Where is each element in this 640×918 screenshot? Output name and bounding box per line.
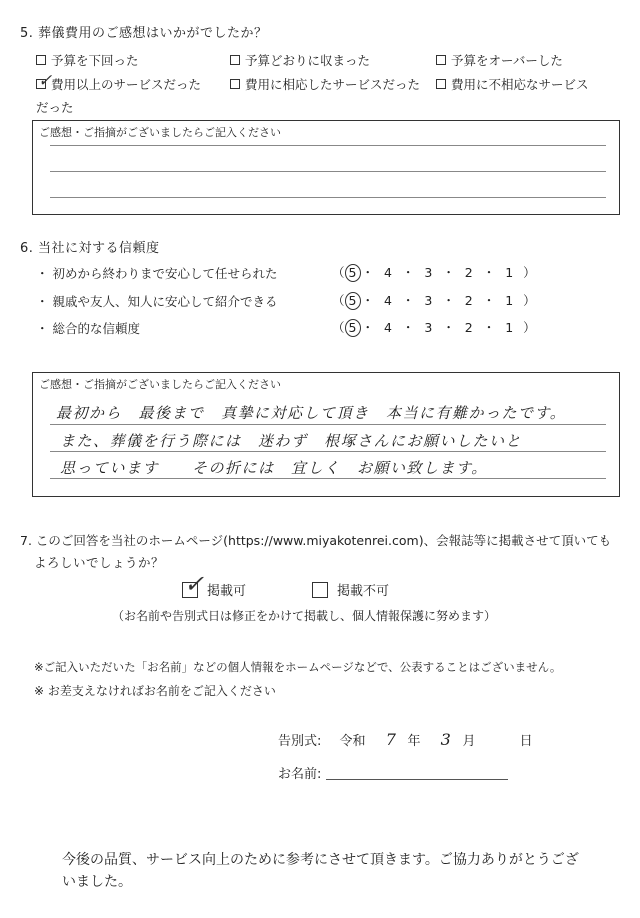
handwritten-month: 3 [440, 730, 453, 749]
option-label: 費用に相応したサービスだった [245, 77, 421, 92]
ruled-line [50, 145, 606, 146]
name-label: お名前: [278, 767, 322, 782]
selected-rating[interactable]: 5 [345, 264, 361, 282]
day-unit: 日 [519, 734, 533, 749]
q5-option-within-budget[interactable] [230, 51, 370, 69]
name-request-notice: ※ お差支えなければお名前をご記入ください [34, 684, 276, 698]
q6-rating-scale[interactable]: （5 ・ 4 ・ 3 ・ 2 ・ 1 ） [332, 320, 539, 335]
q5-title: 5. 葬儀費用のご感想はいかがでしたか？ [20, 26, 268, 41]
checkbox[interactable] [230, 55, 240, 65]
q5-option-worth-cost[interactable] [230, 75, 420, 93]
q6-rating-scale[interactable]: （5 ・ 4 ・ 3 ・ 2 ・ 1 ） [332, 293, 539, 308]
option-label: 掲載可 [207, 584, 247, 599]
checkbox[interactable] [436, 55, 446, 65]
privacy-notice: ※ご記入いただいた「お名前」などの個人情報をホームページなどで、公表することはございません。 [34, 660, 562, 674]
checkbox[interactable] [230, 79, 240, 89]
ceremony-label: 告別式: [278, 734, 322, 749]
q7-title-line2: よろしいでしょうか？ [34, 555, 165, 570]
option-label: 費用に不相応なサービス [451, 77, 589, 92]
option-label: 予算を下回った [51, 53, 139, 68]
handwritten-comment-line: 最初から 最後まで 真摯に対応して頂き 本当に有難かったです。 [56, 404, 567, 422]
q5-option-over-budget[interactable] [436, 51, 563, 69]
checkbox[interactable] [312, 582, 328, 598]
selected-rating[interactable]: 5 [345, 292, 361, 310]
option-label: 予算をオーバーした [451, 53, 563, 68]
q6-item-label: ・ 初めから終わりまで安心して任せられた [36, 266, 278, 281]
checkbox[interactable] [436, 79, 446, 89]
q6-rating-scale[interactable]: （5 ・ 4 ・ 3 ・ 2 ・ 1 ） [332, 265, 539, 280]
option-label: 費用以上のサービスだった [51, 77, 202, 92]
q7-note: （お名前や告別式日は修正をかけて掲載し、個人情報保護に努めます） [112, 609, 497, 623]
ruled-line [50, 197, 606, 198]
checkbox-checked[interactable] [182, 569, 205, 598]
ruled-line [50, 171, 606, 172]
comment-box-label: ご感想・ご指摘がございましたらご記入ください [39, 126, 281, 139]
ruled-line [50, 478, 606, 479]
option-label: 予算どおりに収まった [245, 53, 371, 68]
q7-option-publish-no[interactable] [312, 580, 389, 599]
ceremony-date [278, 730, 533, 749]
option-label: 掲載不可 [337, 584, 390, 599]
closing-message: 今後の品質、サービス向上のために参考にさせて頂きます。ご協力ありがとうございました。 [62, 852, 579, 890]
comment-box-label: ご感想・ご指摘がございましたらご記入ください [39, 378, 281, 391]
q5-option-beyond-cost[interactable] [36, 71, 202, 93]
name-input-line[interactable] [326, 779, 508, 780]
era-label: 令和 [339, 734, 366, 749]
q5-option-continuation: だった [36, 100, 74, 115]
q6-title: 6. 当社に対する信頼度 [20, 241, 160, 256]
checkbox-checked[interactable] [36, 71, 53, 91]
q5-option-under-budget[interactable] [36, 51, 139, 69]
q6-item-label: ・ 総合的な信頼度 [36, 321, 140, 336]
checkbox[interactable] [36, 55, 46, 65]
handwritten-year: 7 [385, 730, 398, 749]
year-unit: 年 [407, 734, 421, 749]
q6-item-label: ・ 親戚や友人、知人に安心して紹介できる [36, 294, 278, 309]
q7-option-publish-ok[interactable] [182, 569, 247, 599]
handwritten-comment-line: また、葬儀を行う際には 迷わず 根塚さんにお願いしたいと [60, 432, 523, 450]
q5-comment-box[interactable] [32, 120, 620, 215]
selected-rating[interactable]: 5 [345, 319, 361, 337]
q7-title-line1: 7. このご回答を当社のホームページ(https://www.miyakotenrei.com)、会報誌等に掲載させて頂いても [20, 533, 612, 548]
checkmark-icon: ✓ [184, 569, 205, 598]
ruled-line [50, 451, 606, 452]
ruled-line [50, 424, 606, 425]
month-unit: 月 [462, 734, 476, 749]
handwritten-comment-line: 思っています その折には 宜しく お願い致します。 [60, 459, 488, 477]
q5-option-not-worth-cost[interactable] [436, 75, 589, 93]
checkmark-icon: ✓ [38, 71, 53, 91]
